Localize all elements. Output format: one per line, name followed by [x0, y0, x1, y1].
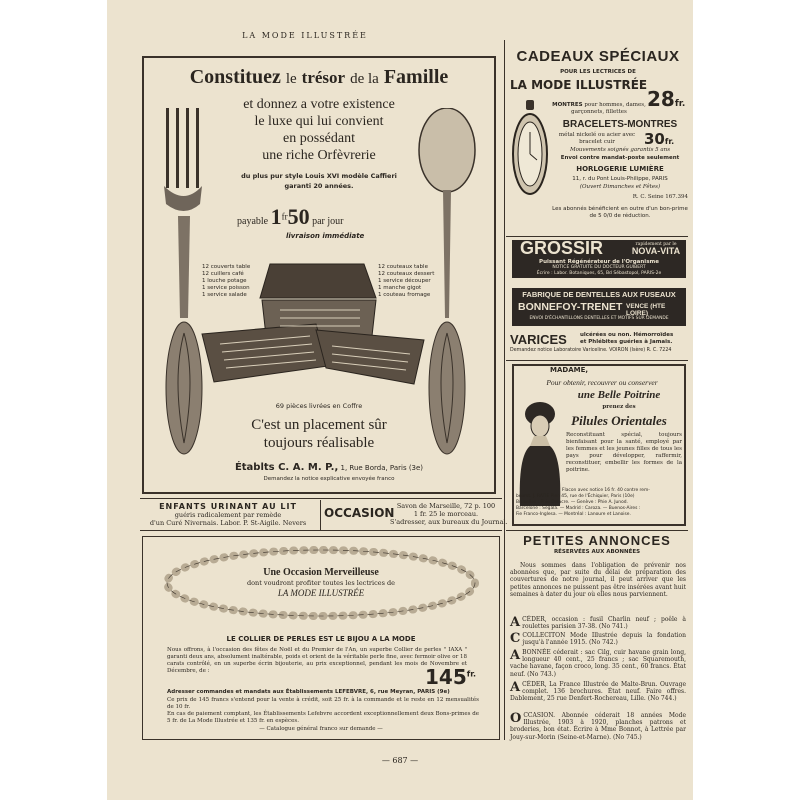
classified-item: ABONNÉE céderait : sac Cilg, cuir havane grain long, longueur 40 cent., 25 francs ; sac Squaremouth, vache havane, façon croco, long. 35 cent., 60 francs. État neuf. (No 743.)	[510, 648, 686, 678]
classified-item: ACÉDER, occasion : fusil Charlin neuf ; poêle à roulettes parisien 37-38. (No 741.)	[510, 615, 686, 631]
enfants-ad: ENFANTS URINANT AU LIT guéris radicalement par remède d'un Curé Nivernais. Labor. P. St-Aigile. Nevers	[149, 502, 307, 527]
cadeaux-ad: CADEAUX SPÉCIAUX POUR LES LECTRICES DE LA MODE ILLUSTRÉE 28fr. MONTRES pour hommes, dames, garçonnets, fillettes BRACELETS-MONTRES métal nickelé ou acier avec bracelet cuir 30fr. Mouvements soignés garantis 5 ans Envoi contre mandat-poste seulement HORLOGERIE LUMIÈRE 11, r. du Pont Louis-Philippe, PARIS (Ouvert Dimanches et Fêtes) R. C. Seine 167.394 Les abonnés bénéficient en outre d'un bon-prime de 5 0/0 de réduction.	[510, 48, 688, 219]
divider	[140, 498, 502, 499]
running-title: LA MODE ILLUSTRÉE	[242, 31, 368, 40]
ad-intro-lines: et donnez a votre existence le luxe qui lui convient en possédant une riche Orfèvrerie	[243, 97, 395, 163]
guarantee-line: garanti 20 années.	[284, 182, 354, 190]
classified-item: OCCASION. Abonnée céderait 18 années Mode Illustrée, 1903 à 1920, planches patrons et broderies, bon état. Écrire à Mme Bonnot, à Lettrée par Jouy-sur-Morin (Seine-et-Marne). (No 745.)	[510, 711, 686, 741]
divider	[140, 530, 502, 531]
notice-line: Demandez la notice explicative envoyée franco	[263, 476, 395, 482]
camp-silverware-ad	[142, 56, 496, 494]
petites-annonces-intro: Nous sommes dans l'obligation de prévenir nos abonnées que, par suite du délai de préparation des couvertures de notre journal, il peut arriver que les petites annonces ne puissent pas être insérées avant huit semaines à dater du jour où elles nous parviennent.	[510, 562, 686, 598]
delivery-line: livraison immédiate	[286, 232, 365, 240]
divider	[506, 530, 688, 531]
right-contents-list: 12 couteaux table 12 couteaux dessert 1 service découper 1 manche gigot 1 couteau fromage	[378, 264, 435, 298]
watch-illustration	[510, 100, 550, 200]
dentelles-ad: FABRIQUE DE DENTELLES AUX FUSEAUX BONNEFOY-TRENET VENCE (HTE LOIRE) ENVOI D'ÉCHANTILLONS DENTELLES ET MOTIFS SUR DEMANDE	[512, 288, 686, 326]
ad-title: Constituez le trésor de la Famille	[189, 66, 449, 88]
varices-ad: VARICES ulcérées ou non. Hémorroïdes et Phlébites guéries à Jamais. Demandez notice Laboratoire Variceline. VOIRON (Isère) R. C. 7224	[510, 332, 674, 353]
pearl-ad-title: Une Occasion Merveilleuse	[263, 567, 379, 578]
petites-annonces-subtitle: RÉSERVÉES AUX ABONNÉES	[553, 549, 641, 555]
pearl-necklace-ad: Une Occasion Merveilleuse dont voudront profiter toutes les lectrices de LA MODE ILLUSTRÉE LE COLLIER DE PERLES EST LE BIJOU A LA MODE Nous offrons, à l'occasion des fêtes de Noël et du Premier de l'An, un superbe Collier de perles " IAXA " garanti deux ans, absolument inaltérable, poids et orient de la véritable perle fine, avec fermoir olive or 18 carats contrôlé, en un superbe écrin bijouterie, au prix exceptionnel, pendant les mois de Novembre et Décembre, de : $145^{fr.}$ Adresser commandes et mandats aux Établissements LEFEBVRE, 6, rue Meyran, PARIS (9e) Ce prix de 145 francs s'entend pour la vente à crédit, soit 25 fr. à la commande et le reste en 12 mensualités de 10 fr. En cas de paiement comptant, les Établissements Lefebvre accordent exceptionnellement deux Bons-primes de 5 fr. de La Mode Illustrée et 135 fr. en espèces. — Catalogue général franco sur demande —	[142, 536, 500, 740]
company-line: Établts C. A. M. P., 1, Rue Borda, Paris (3e)	[234, 462, 424, 473]
pieces-line: 69 pièces livrées en Coffre	[275, 402, 363, 410]
pearl-price: $145^{fr.}$	[425, 665, 477, 689]
style-line: du plus pur style Louis XVI modèle Caffieri	[241, 172, 397, 180]
divider	[506, 236, 688, 237]
divider	[320, 500, 321, 530]
left-contents-list: 12 couverts table 12 cuillers café 1 louche potage 1 service poisson 1 service salade	[202, 264, 251, 298]
column-divider	[504, 40, 505, 740]
classified-item: CCOLLECITON Mode Illustrée depuis la fondation jusqu'à l'année 1915. (No 742.)	[510, 631, 686, 647]
grossir-ad: GROSSIR rapidement par le NOVA-VITA Puissant Régénérateur de l'Organisme NOTICE GRATUITE DU DOCTEUR GUIBERT Écrire : Labor. Botaniques, 65, Bd Sébastopol, PARIS-2e	[512, 240, 686, 278]
price-block: payable $1^{fr}50$ par jour	[237, 204, 344, 229]
pilules-orientales-ad: MADAME, Pour obtenir, recouvrer ou conserver une Belle Poitrine prenez des Pilules Orientales Reconstituant spécial, toujours bienfaisant pour la santé, employé par les femmes et les jeunes filles de tous les pays pour développer, raffermir, reconstituer, embellir les formes de la poitrine. Flacon avec notice 16 fr. 40 contre rem- bourst. J. RATIÉ Pien 45, rue de l'Échiquier, Paris (10e) Bruxelles : Phie Delacre. — Genève : Phie A. Junod. Barcelone : Segala. — Madrid : Caroza. — Buenos-Aires : Fie Franco-Inglesa. — Montréal : Lanoure et Lanoise.	[512, 364, 686, 526]
classified-item: ACÉDER, La France Illustrée de Malte-Brun. Ouvrage complet. 136 brochures. État neuf. Faire offres. Dablement, 25 rue Denfert-Rochereau, Lille. (No 744.)	[510, 680, 686, 703]
divider	[506, 360, 688, 361]
woman-portrait	[516, 396, 564, 506]
silverware-chest-illustration	[200, 258, 436, 390]
pearl-headline: LE COLLIER DE PERLES EST LE BIJOU A LA MODE	[226, 635, 416, 643]
petites-annonces-title: PETITES ANNONCES	[523, 533, 671, 548]
page-number: — 687 —	[381, 756, 419, 765]
slogan: C'est un placement sûr toujours réalisable	[251, 417, 387, 451]
